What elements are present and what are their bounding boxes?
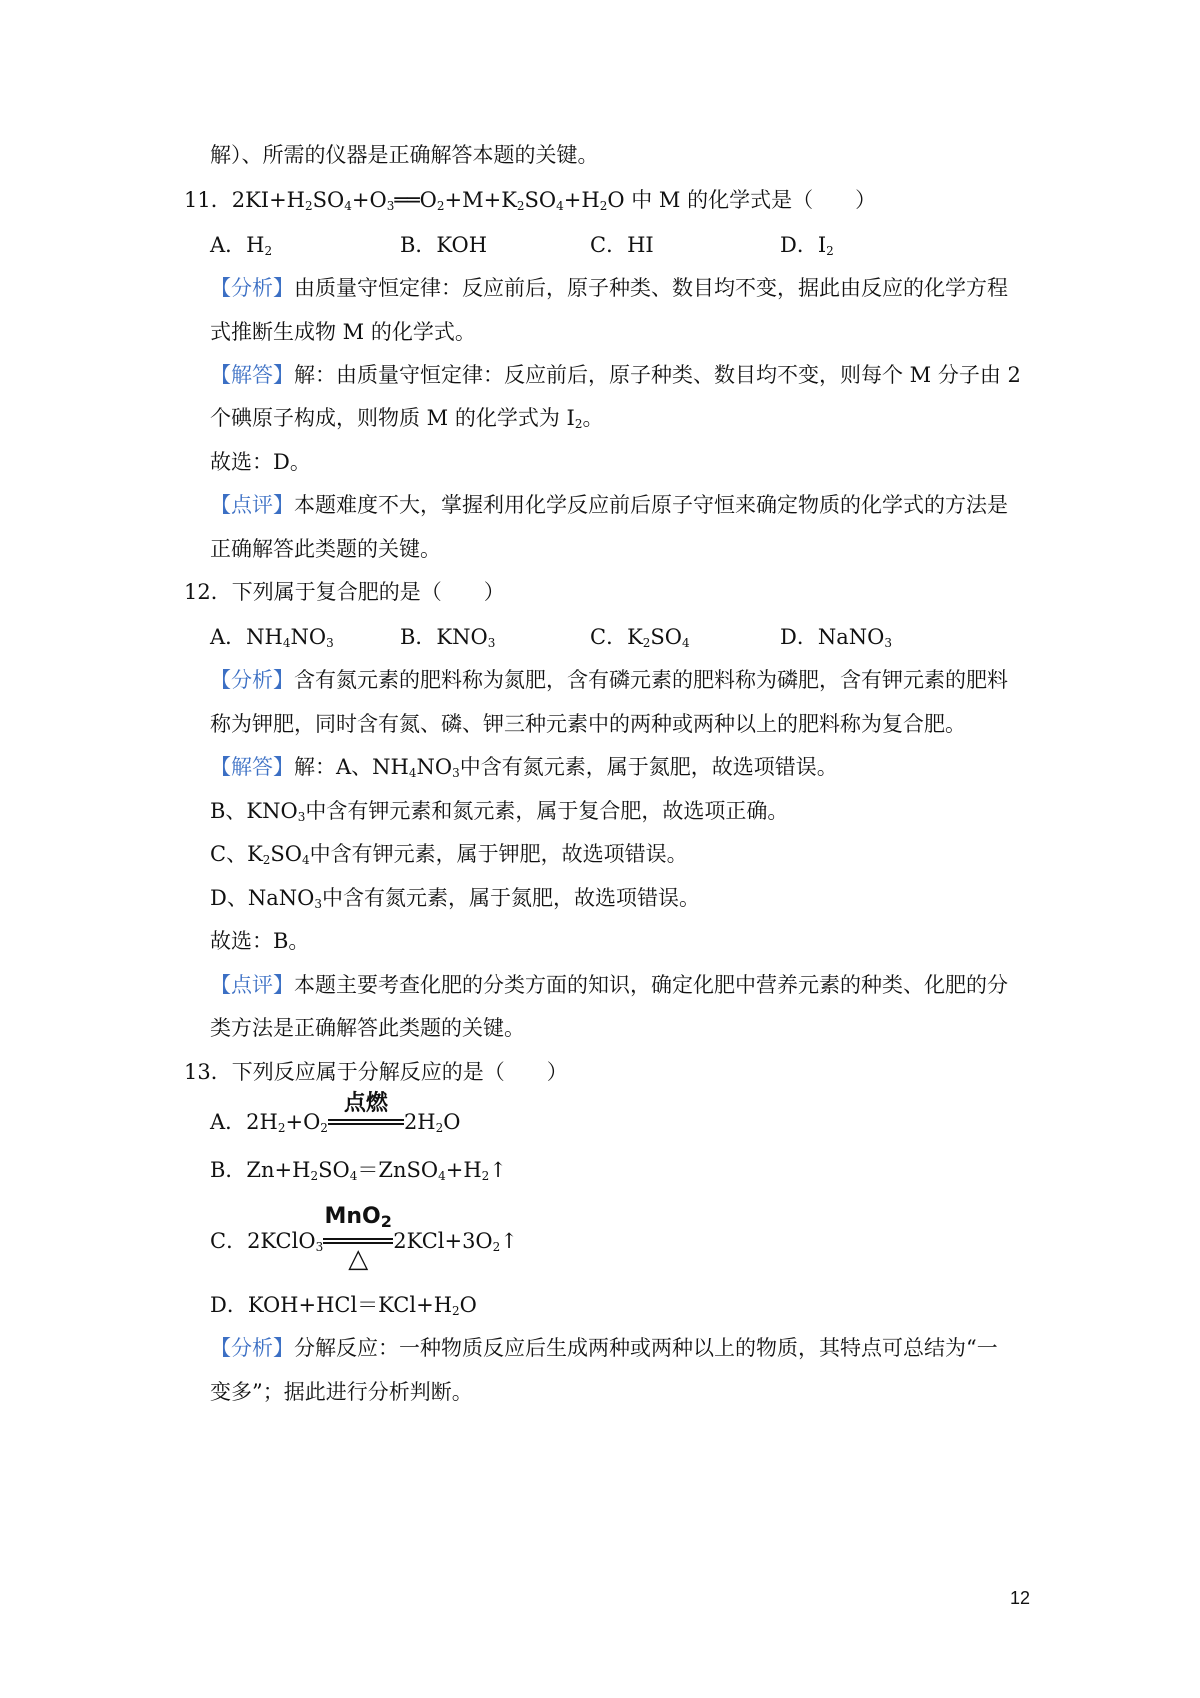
q12-answer-d: D、NaNO$_3$中含有氮元素，属于氮肥，故选项错误。 [210, 886, 700, 911]
question-12-title: 12．下列属于复合肥的是（ ） [184, 580, 505, 604]
catalyst-label: MnO$_2$ [324, 1204, 392, 1231]
reaction-condition: 点燃 [328, 1109, 404, 1129]
reaction-condition [323, 1204, 393, 1274]
q13-analysis-cont: 变多”；据此进行分析判断。 [210, 1380, 473, 1404]
q11-answer-cont: 个碘原子构成，则物质 M 的化学式为 $I_2$。 [210, 406, 604, 431]
q11-analysis: 【分析】由质量守恒定律：反应前后，原子种类、数目均不变，据此由反应的化学方程 [210, 276, 1008, 300]
option-d: D．$I_2$ [780, 233, 834, 258]
q11-comment-cont: 正确解答此类题的关键。 [210, 537, 441, 561]
q13-analysis: 【分析】分解反应：一种物质反应后生成两种或两种以上的物质，其特点可总结为“一 [210, 1336, 998, 1360]
option-c: C．HI [590, 233, 654, 257]
option-b: B．$Zn+H_2SO_4=ZnSO_4+H_2↑$ [210, 1158, 507, 1183]
heat-symbol: △ [348, 1244, 369, 1274]
q12-answer: 【解答】解：A、$NH_4NO_3$中含有氮元素，属于氮肥，故选项错误。 [210, 755, 838, 780]
option-b: B．KOH [400, 233, 488, 257]
question-11-title: 11．$2KI+H_2SO_4+O_3══O_2+M+K_2SO_4+H_2O$ 中 M 的化学式是（ ） [184, 188, 877, 213]
option-d: D．NaNO$_3$ [780, 625, 892, 650]
option-a: A．$NH_4NO_3$ [210, 625, 334, 650]
q12-analysis: 【分析】含有氮元素的肥料称为氮肥，含有磷元素的肥料称为磷肥，含有钾元素的肥料 [210, 668, 1008, 692]
text-line: 解）、所需的仪器是正确解答本题的关键。 [210, 143, 599, 167]
option-d: D．$KOH+HCl=KCl+H_2O$ [210, 1293, 477, 1318]
q11-comment: 【点评】本题难度不大，掌握利用化学反应前后原子守恒来确定物质的化学式的方法是 [210, 493, 1008, 517]
q12-answer-c: C、$K_2SO_4$中含有钾元素，属于钾肥，故选项错误。 [210, 842, 688, 867]
option-c: C．$K_2SO_4$ [590, 625, 690, 650]
q12-analysis-cont: 称为钾肥，同时含有氮、磷、钾三种元素中的两种或两种以上的肥料称为复合肥。 [210, 712, 966, 736]
q12-comment: 【点评】本题主要考查化肥的分类方面的知识，确定化肥中营养元素的种类、化肥的分 [210, 973, 1008, 997]
q11-analysis-cont: 式推断生成物 M 的化学式。 [210, 320, 476, 344]
q12-comment-cont: 类方法是正确解答此类题的关键。 [210, 1016, 525, 1040]
q12-choice: 故选：B。 [210, 929, 310, 953]
option-a: A．$2H_2+O_2$ 点燃 $2H_2O$ [210, 1091, 461, 1135]
question-13-title: 13．下列反应属于分解反应的是（ ） [184, 1060, 568, 1084]
q11-answer: 【解答】解：由质量守恒定律：反应前后，原子种类、数目均不变，则每个 M 分子由 2 [210, 363, 1021, 387]
q11-choice: 故选：D。 [210, 450, 311, 474]
option-c: C．2KClO$_3$ MnO$_2$ △ $2KCl+3O_2↑$ [210, 1204, 518, 1274]
option-a: A．$H_2$ [210, 233, 273, 258]
q12-answer-b: B、$KNO_3$中含有钾元素和氮元素，属于复合肥，故选项正确。 [210, 799, 789, 824]
option-b: B．$KNO_3$ [400, 625, 496, 650]
page-number: 12 [1010, 1588, 1031, 1608]
